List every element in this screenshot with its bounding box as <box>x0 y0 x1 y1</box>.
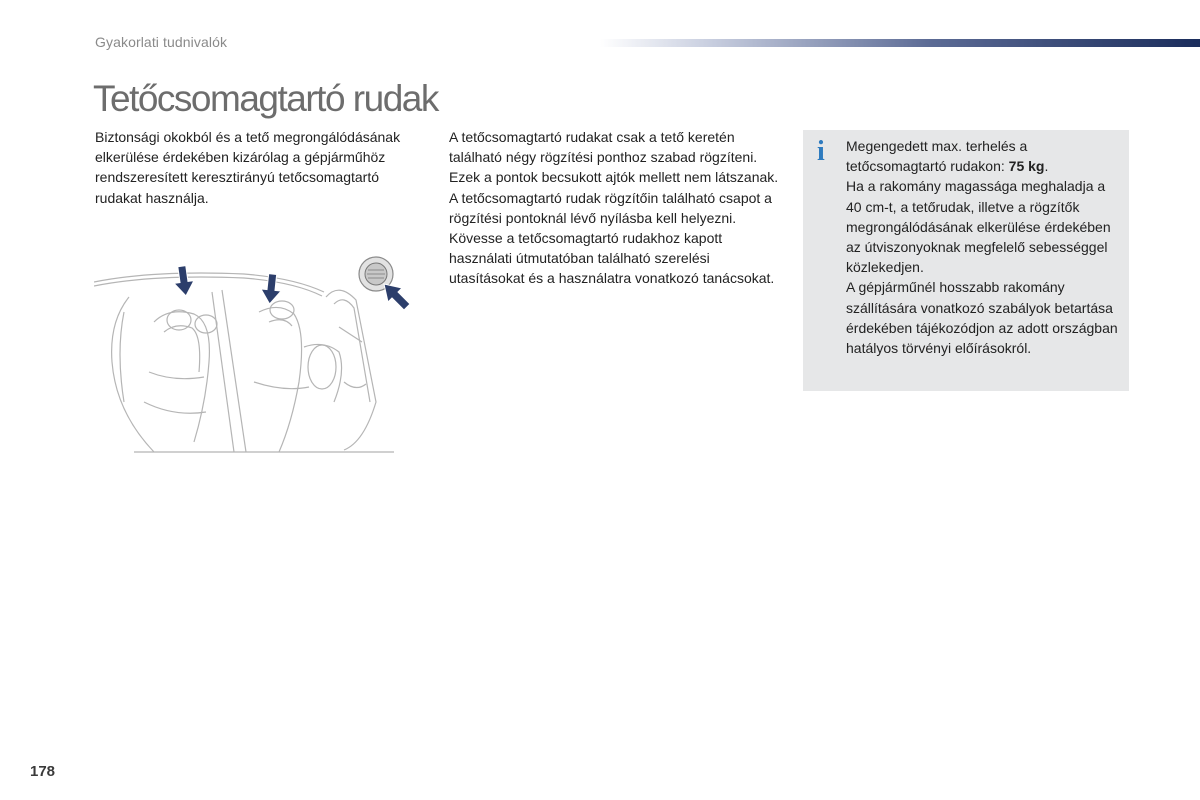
paragraph: A tetőcsomagtartó rudakat csak a tető keretén található négy rögzítési ponthoz szabad rögzíteni. Ezek a pontok becsukott ajtók mellett nem látszanak. <box>449 129 779 186</box>
paragraph: Biztonsági okokból és a tető megrongálódásának elkerülése érdekében kizárólag a gépjárműhöz rendszeresített keresztirányú tetőcsomagtartó rudakat használja. <box>95 129 401 206</box>
roof-bar-illustration <box>94 252 424 454</box>
load-limit-value: 75 kg <box>1008 158 1045 175</box>
paragraph: Ha a rakomány magassága meghaladja a 40 cm-t, a tetőrudak, illetve a rögzítők megrongálódásának elkerülése érdekében az útviszonyoknak megfelelő sebességgel közlekedjen. <box>846 178 1111 276</box>
page-number: 178 <box>30 763 56 780</box>
load-limit-suffix: . <box>1044 158 1049 175</box>
left-text-column <box>95 127 415 208</box>
load-limit-paragraph <box>846 136 1121 176</box>
paragraph: A tetőcsomagtartó rudak rögzítőin található csapot a rögzítési pontoknál lévő nyílásba kell helyezni. <box>449 189 772 226</box>
info-text <box>846 136 1121 358</box>
arrow-down-icon <box>172 265 196 297</box>
arrow-down-icon <box>260 273 283 305</box>
header-gradient-bar <box>600 39 1200 47</box>
paragraph: A gépjárműnél hosszabb rakomány szállítására vonatkozó szabályok betartása érdekében tájékozódjon az adott országban hatályos törvényi előírásokról. <box>846 279 1118 357</box>
arrow-pointer-icon <box>384 284 410 310</box>
car-interior-drawing <box>94 252 424 454</box>
paragraph: Kövesse a tetőcsomagtartó rudakhoz kapott használati útmutatóban található szerelési utasításokat és a használatra vonatkozó tanácsokat. <box>449 230 775 287</box>
info-icon: i <box>817 136 825 167</box>
roof-line <box>94 273 324 292</box>
page-title: Tetőcsomagtartó rudak <box>93 78 438 119</box>
info-box <box>803 130 1129 391</box>
load-limit-text: Megengedett max. terhelés a tetőcsomagtartó rudakon: <box>846 138 1028 175</box>
section-label: Gyakorlati tudnivalók <box>95 34 228 50</box>
middle-text-column <box>449 127 779 289</box>
